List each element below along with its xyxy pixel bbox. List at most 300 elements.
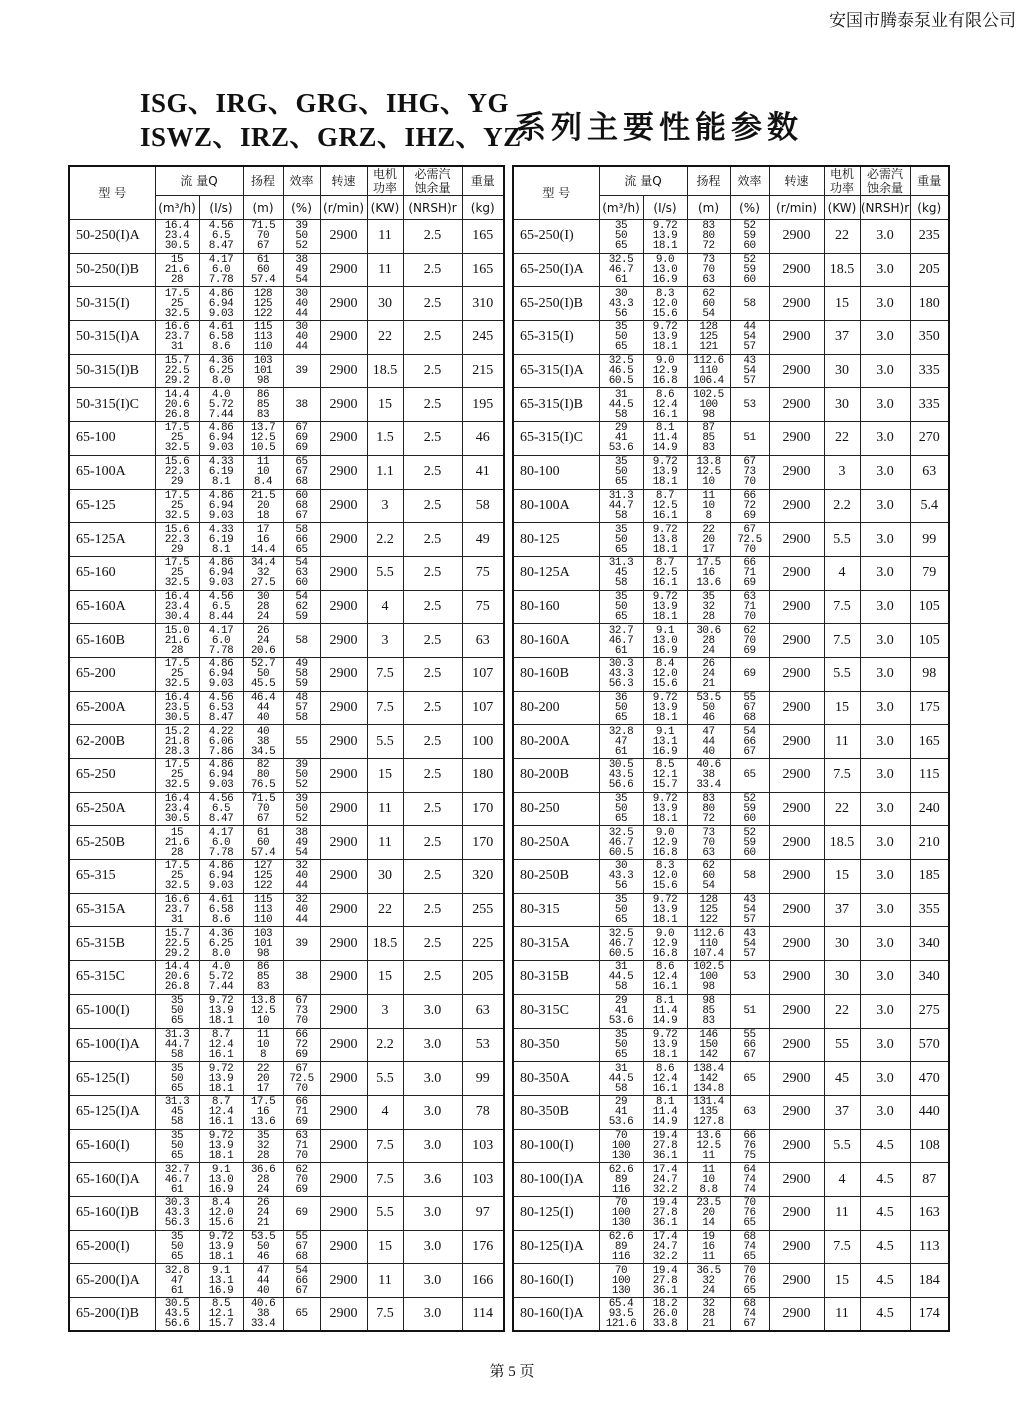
head-cell-value: 8.8 [699,1183,718,1196]
flow-m3h-cell-value: 15.2 [164,725,190,738]
weight-cell: 78 [462,1095,504,1129]
flow-ls-cell [199,994,243,1028]
head-cell [243,826,283,860]
head-cell-value: 11 [256,456,270,469]
efficiency-cell-value: 67 [743,745,756,758]
header-npsh-line-1: 必需汽 [414,167,451,181]
efficiency-cell [283,354,320,388]
efficiency-cell-value: 73 [295,1005,308,1018]
efficiency-cell-value: 71 [295,1139,308,1152]
weight-cell: 180 [910,287,949,321]
efficiency-cell-value: 67 [295,1240,308,1253]
flow-m3h-cell-value: 31.3 [164,1096,190,1109]
flow-m3h-cell-value: 30.4 [164,610,190,623]
flow-m3h-cell-value: 43.5 [164,1308,190,1321]
table-row [513,1230,949,1264]
npsh-cell: 2.5 [403,826,462,860]
efficiency-cell-value: 63 [743,1106,756,1119]
weight-cell: 53 [462,1028,504,1062]
table-row [513,759,949,793]
flow-ls-cell-value: 13.1 [652,735,678,748]
table-row [69,725,504,759]
flow-ls-cell-value: 9.72 [652,793,678,806]
head-cell-value: 146 [699,1028,718,1041]
flow-ls-cell [643,624,687,658]
efficiency-cell-value: 73 [743,466,756,479]
flow-m3h-cell [599,1095,643,1129]
flow-m3h-cell [155,657,199,691]
efficiency-cell [283,253,320,287]
table-body-left [69,220,504,1332]
flow-m3h-cell-value: 28 [170,846,184,859]
speed-cell: 2900 [769,893,824,927]
table-row [69,1095,504,1129]
efficiency-cell-value: 54 [743,904,756,917]
unit-weight: (kg) [910,196,949,220]
npsh-cell: 3.0 [860,321,910,355]
motor-power-cell: 30 [367,860,403,894]
weight-cell: 114 [462,1298,504,1332]
head-cell [687,1062,730,1096]
head-cell-value: 52.7 [250,658,276,671]
motor-power-cell: 5.5 [367,725,403,759]
flow-m3h-cell [599,792,643,826]
flow-ls-cell-value: 18.1 [652,341,678,354]
weight-cell: 350 [910,321,949,355]
efficiency-cell [283,321,320,355]
efficiency-cell-value: 39 [295,937,308,950]
header-efficiency: 效率 [283,166,320,196]
efficiency-cell-value: 68 [743,711,756,724]
efficiency-cell-value: 68 [743,1298,756,1311]
npsh-cell: 3.0 [403,1196,462,1230]
head-cell-value: 86 [256,961,270,974]
flow-m3h-cell-value: 29 [614,1096,628,1109]
head-cell-value: 13.7 [250,422,276,435]
efficiency-cell-value: 72.5 [289,1072,314,1085]
flow-m3h-cell-value: 93.5 [608,1308,634,1321]
flow-m3h-cell [155,556,199,590]
flow-ls-cell-value: 6.53 [208,701,234,714]
head-cell [243,624,283,658]
npsh-cell: 2.5 [403,657,462,691]
flow-ls-cell-value: 8.0 [211,947,231,960]
table-row [69,657,504,691]
head-cell-value: 110 [253,914,273,927]
efficiency-cell [283,927,320,961]
efficiency-cell-value: 65 [743,1072,756,1085]
flow-m3h-cell-value: 22.3 [164,533,190,546]
flow-m3h-cell [155,725,199,759]
head-cell-value: 71.5 [250,793,276,806]
flow-m3h-cell-value: 35 [614,456,628,469]
table-row [513,860,949,894]
npsh-cell: 3.0 [860,893,910,927]
flow-m3h-cell-value: 89 [614,1240,628,1253]
flow-m3h-cell-value: 70 [614,1129,628,1142]
flow-ls-cell-value: 7.44 [208,408,234,421]
head-cell-value: 83 [702,1015,715,1028]
flow-m3h-cell [155,523,199,557]
head-cell-value: 24 [702,668,715,681]
head-cell-value: 24 [702,1284,715,1297]
head-cell [243,220,283,254]
efficiency-cell-value: 65 [743,769,756,782]
efficiency-cell [283,725,320,759]
motor-power-cell: 11 [367,220,403,254]
unit-efficiency: (%) [730,196,769,220]
npsh-cell: 3.0 [860,657,910,691]
head-cell-value: 35 [256,1129,270,1142]
table-body-right [513,220,949,1332]
flow-ls-cell-value: 12.9 [652,365,678,378]
efficiency-cell-value: 67 [743,1048,756,1061]
weight-cell: 163 [910,1196,949,1230]
head-cell-value: 28 [256,1149,270,1162]
npsh-cell: 2.5 [403,220,462,254]
flow-ls-cell-value: 15.6 [652,880,678,893]
weight-cell: 310 [462,287,504,321]
flow-m3h-cell-value: 46.7 [608,937,634,950]
company-name: 安国市腾泰泵业有限公司 [829,11,1016,31]
efficiency-cell-value: 54 [743,331,756,344]
flow-m3h-cell [599,1230,643,1264]
flow-ls-cell-value: 4.86 [208,287,234,300]
efficiency-cell-value: 69 [295,1207,308,1220]
flow-ls-cell [643,422,687,456]
flow-ls-cell-value: 17.4 [652,1163,678,1176]
flow-ls-cell-value: 18.1 [208,1149,234,1162]
flow-ls-cell-value: 13.9 [208,1139,234,1152]
flow-m3h-cell-value: 56.3 [608,678,634,691]
efficiency-cell-value: 74 [743,1308,756,1321]
efficiency-cell-value: 72.5 [737,533,762,546]
weight-cell: 166 [462,1264,504,1298]
head-cell-value: 61 [256,254,270,267]
flow-m3h-cell-value: 56 [614,880,628,893]
table-row [69,1129,504,1163]
head-cell-value: 127 [253,860,273,873]
flow-ls-cell-value: 8.6 [655,961,675,974]
efficiency-cell-value: 44 [295,307,308,320]
header-motor-line-2: 功率 [830,181,855,195]
speed-cell: 2900 [769,624,824,658]
speed-cell: 2900 [320,455,367,489]
head-cell [687,388,730,422]
flow-ls-cell-value: 6.94 [208,668,234,681]
flow-m3h-cell [155,860,199,894]
flow-m3h-cell-value: 21.8 [164,735,190,748]
flow-m3h-cell-value: 14.4 [164,961,190,974]
motor-power-cell: 11 [824,725,860,759]
speed-cell: 2900 [320,792,367,826]
flow-ls-cell [643,253,687,287]
speed-cell: 2900 [320,556,367,590]
motor-power-cell: 18.5 [367,354,403,388]
flow-ls-cell-value: 6.94 [208,870,234,883]
head-cell-value: 112.6 [693,927,724,940]
flow-ls-cell-value: 14.9 [652,1116,678,1129]
flow-ls-cell [199,1196,243,1230]
flow-m3h-cell-value: 32.7 [608,624,634,637]
model-cell: 80-160A [513,624,599,658]
flow-m3h-cell [155,624,199,658]
speed-cell: 2900 [320,489,367,523]
flow-m3h-cell-value: 44.5 [608,971,634,984]
flow-m3h-cell-value: 15 [170,826,184,839]
flow-m3h-cell-value: 35 [614,1028,628,1041]
flow-m3h-cell [155,1028,199,1062]
model-cell: 80-125A [513,556,599,590]
flow-m3h-cell-value: 16.4 [164,590,190,603]
weight-cell: 176 [462,1230,504,1264]
flow-m3h-cell-value: 15.7 [164,927,190,940]
motor-power-cell: 18.5 [824,826,860,860]
speed-cell: 2900 [769,1062,824,1096]
flow-m3h-cell [155,422,199,456]
efficiency-cell-value: 30 [295,287,308,300]
head-cell-value: 24 [702,644,715,657]
efficiency-cell-value: 69 [743,577,756,590]
weight-cell: 79 [910,556,949,590]
flow-m3h-cell [599,826,643,860]
header-speed: 转速 [320,166,367,196]
flow-m3h-cell-value: 35 [614,523,628,536]
table-row [69,556,504,590]
flow-m3h-cell [599,253,643,287]
head-cell-value: 131.4 [693,1096,724,1109]
efficiency-cell-value: 38 [295,826,308,839]
head-cell-value: 50 [256,1240,270,1253]
flow-m3h-cell-value: 22.5 [164,365,190,378]
flow-ls-cell-value: 9.72 [652,1028,678,1041]
efficiency-cell-value: 69 [295,1048,308,1061]
table-row [513,388,949,422]
efficiency-cell [283,455,320,489]
npsh-cell: 3.0 [860,489,910,523]
flow-m3h-cell-value: 28.3 [164,745,190,758]
npsh-cell: 3.0 [860,994,910,1028]
header-model: 型 号 [69,166,155,220]
npsh-cell: 3.6 [403,1163,462,1197]
flow-ls-cell-value: 32.2 [652,1183,678,1196]
head-cell [687,455,730,489]
flow-ls-cell-value: 15.6 [208,1217,234,1230]
header-npsh-line-2: 蚀余量 [414,181,451,195]
efficiency-cell-value: 66 [743,557,756,570]
speed-cell: 2900 [769,725,824,759]
flow-m3h-cell [155,1095,199,1129]
motor-power-cell: 4 [367,590,403,624]
flow-ls-cell-value: 13.9 [652,230,678,243]
model-cell: 65-125 [69,489,155,523]
npsh-cell: 3.0 [860,388,910,422]
efficiency-cell-value: 63 [743,590,756,603]
head-cell [243,893,283,927]
head-cell-value: 57.4 [250,846,276,859]
head-cell-value: 16 [702,567,715,580]
weight-cell: 470 [910,1062,949,1096]
head-cell [687,1264,730,1298]
flow-m3h-cell-value: 31 [614,961,628,974]
table-row [513,556,949,590]
head-cell-value: 53.5 [250,1230,276,1243]
flow-ls-cell-value: 6.0 [211,836,231,849]
efficiency-cell-value: 32 [295,860,308,873]
head-cell-value: 83 [702,442,715,455]
efficiency-cell-value: 59 [743,803,756,816]
efficiency-cell-value: 53 [743,398,756,411]
flow-ls-cell-value: 13.9 [652,466,678,479]
flow-m3h-cell-value: 65 [614,610,628,623]
head-cell-value: 30.6 [696,624,721,637]
header-flow: 流 量Q [599,166,687,196]
efficiency-cell-value: 70 [743,1264,756,1277]
npsh-cell: 2.5 [403,961,462,995]
head-cell-value: 8 [705,509,712,522]
flow-ls-cell-value: 9.03 [208,307,234,320]
head-cell-value: 106.4 [693,375,724,388]
motor-power-cell: 7.5 [824,624,860,658]
flow-ls-cell-value: 4.33 [208,523,234,536]
table-row [513,422,949,456]
flow-m3h-cell [599,220,643,254]
flow-m3h-cell-value: 32.5 [164,577,190,590]
flow-m3h-cell-value: 43.3 [608,870,634,883]
weight-cell: 340 [910,927,949,961]
flow-ls-cell [643,287,687,321]
flow-m3h-cell-value: 23.7 [164,904,190,917]
head-cell-value: 85 [702,432,715,445]
table-row [513,354,949,388]
flow-ls-cell-value: 8.1 [655,1096,675,1109]
table-row [513,321,949,355]
motor-power-cell: 1.5 [367,422,403,456]
efficiency-cell-value: 65 [295,1308,308,1321]
head-cell-value: 27.5 [250,577,276,590]
flow-ls-cell-value: 9.72 [652,220,678,233]
efficiency-cell-value: 65 [295,543,308,556]
head-cell-value: 100 [699,398,718,411]
head-cell-value: 38 [256,735,270,748]
flow-ls-cell-value: 12.4 [652,398,678,411]
efficiency-cell-value: 57 [743,947,756,960]
motor-power-cell: 22 [824,422,860,456]
speed-cell: 2900 [769,590,824,624]
flow-ls-cell-value: 8.3 [655,860,675,873]
model-cell: 65-200(I) [69,1230,155,1264]
speed-cell: 2900 [769,321,824,355]
efficiency-cell-value: 43 [743,355,756,368]
flow-m3h-cell [599,860,643,894]
head-cell-value: 33.4 [696,779,721,792]
flow-m3h-cell-value: 30 [614,287,628,300]
flow-m3h-cell-value: 46.7 [608,264,634,277]
motor-power-cell: 4 [367,1095,403,1129]
flow-m3h-cell-value: 50 [170,1005,184,1018]
head-cell-value: 62 [702,287,715,300]
efficiency-cell-value: 40 [295,904,308,917]
head-cell-value: 103 [253,355,273,368]
efficiency-cell-value: 68 [295,476,308,489]
table-row [513,1196,949,1230]
head-cell [687,961,730,995]
speed-cell: 2900 [320,523,367,557]
table-row [513,220,949,254]
efficiency-cell [730,287,769,321]
flow-ls-cell-value: 5.72 [208,971,234,984]
unit-flow-ls: (I/s) [199,196,243,220]
flow-ls-cell-value: 11.4 [652,1005,678,1018]
efficiency-cell-value: 51 [743,1005,756,1018]
speed-cell: 2900 [769,961,824,995]
head-cell-value: 38 [256,1308,270,1321]
head-cell-value: 40 [702,745,715,758]
model-cell: 65-250A [69,792,155,826]
efficiency-cell-value: 59 [743,230,756,243]
flow-ls-cell [199,792,243,826]
flow-ls-cell-value: 16.9 [208,1284,234,1297]
flow-ls-cell [199,1230,243,1264]
model-cell: 80-100(I)A [513,1163,599,1197]
head-cell [687,725,730,759]
efficiency-cell-value: 74 [743,1240,756,1253]
head-cell-value: 24 [256,1207,270,1220]
efficiency-cell-value: 44 [295,914,308,927]
flow-ls-cell-value: 13.9 [652,701,678,714]
head-cell-value: 128 [699,321,718,334]
flow-m3h-cell [599,961,643,995]
speed-cell: 2900 [320,1028,367,1062]
speed-cell: 2900 [320,1163,367,1197]
flow-ls-cell-value: 19.4 [652,1264,678,1277]
efficiency-cell-value: 57 [743,341,756,354]
flow-ls-cell-value: 4.0 [211,388,231,401]
speed-cell: 2900 [320,994,367,1028]
npsh-cell: 3.0 [403,1129,462,1163]
flow-m3h-cell-value: 41 [614,1106,628,1119]
motor-power-cell: 7.5 [367,691,403,725]
npsh-cell: 2.5 [403,321,462,355]
flow-ls-cell-value: 9.03 [208,880,234,893]
model-cell: 65-315(I)C [513,422,599,456]
npsh-cell: 2.5 [403,354,462,388]
flow-ls-cell-value: 27.8 [652,1274,678,1287]
flow-ls-cell [199,657,243,691]
efficiency-cell [283,893,320,927]
flow-ls-cell-value: 4.36 [208,927,234,940]
head-cell-value: 98 [256,947,270,960]
flow-ls-cell [643,826,687,860]
flow-m3h-cell [599,455,643,489]
head-cell-value: 34.5 [250,745,276,758]
flow-m3h-cell-value: 32.5 [608,826,634,839]
npsh-cell: 2.5 [403,455,462,489]
flow-m3h-cell-value: 44.5 [608,1072,634,1085]
unit-speed: (r/min) [320,196,367,220]
npsh-cell: 3.0 [860,354,910,388]
flow-ls-cell-value: 13.1 [208,1274,234,1287]
table-row [513,1129,949,1163]
head-cell-value: 76.5 [250,779,276,792]
motor-power-cell: 5.5 [367,1196,403,1230]
head-cell-value: 47 [256,1264,270,1277]
head-cell [687,1196,730,1230]
flow-m3h-cell [155,961,199,995]
speed-cell: 2900 [320,927,367,961]
weight-cell: 63 [462,994,504,1028]
flow-ls-cell [199,1062,243,1096]
